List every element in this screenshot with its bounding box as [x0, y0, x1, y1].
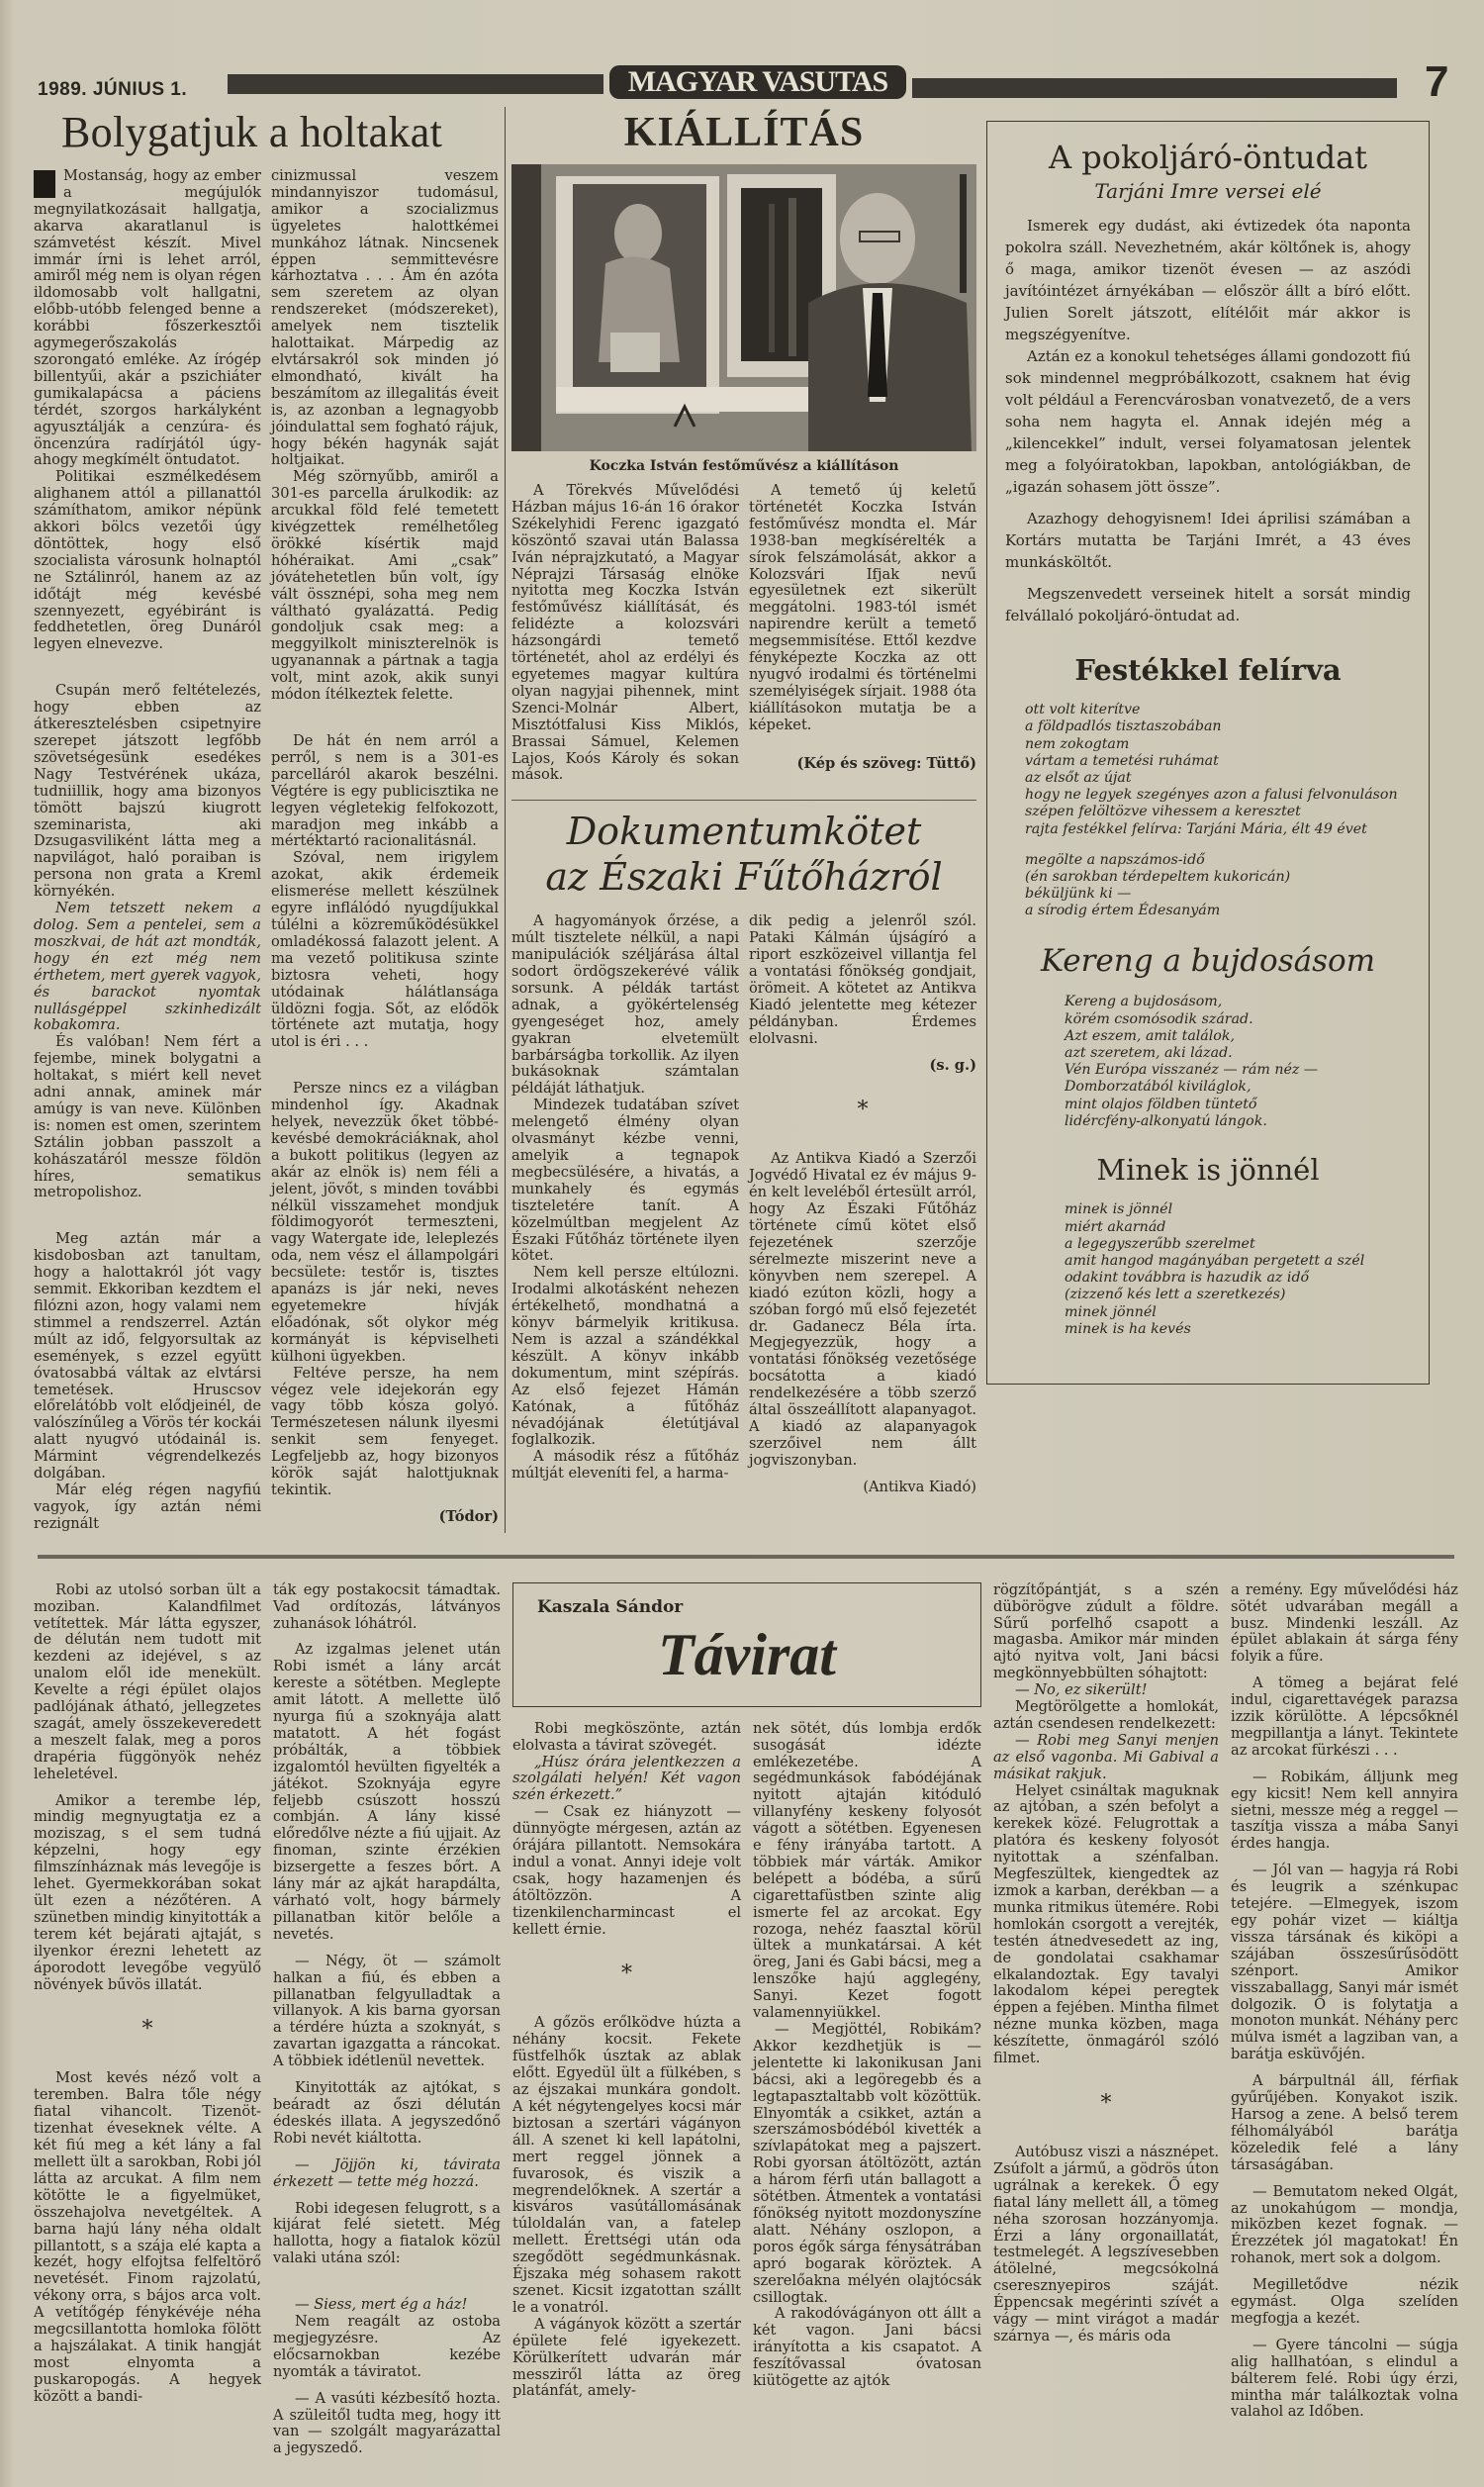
- paragraph: Mindezek tudatában szívet melengető élmény olyan olvasmányt kézbe venni, amelyik a tegnapok megbecsülésére, a hivatás, a munkahely és egymás tiszteletére tanít. A közelmúltban megjelent Az Északi Fűtőház története ilyen kötet.: [511, 1097, 739, 1265]
- top-section: [0, 107, 1484, 1533]
- paragraph: De hát én nem arról a perről, s nem is a 301-es parcelláról akarok beszélni. Végtére is egy publicisztika ne legyen végletekig felfokozott, maradjon meg inkább a mértéktartó racionalitásnál.: [271, 732, 499, 850]
- paragraph: Meg aztán már a kisdobosban azt tanultam, hogy a halottakról jót vagy semmit. Ekkoriban kezdtem el filózni azon, hogy valami nem stimmel a rendszerrel. Aztán múlt az idő, felgyorsultak az események, s ezzel együtt óvatosabbá váltak az elvtársi temetések. Hruscsov előrelátóbb volt elődjeinél, de valószínűleg a Vörös tér kockái alatt nyugvó utódainál is. Mármint végrendelkezés dolgában.: [34, 1230, 261, 1483]
- paragraph: Robi az utolsó sorban ült a moziban. Kalandfilmet vetítettek. Már látta egyszer, de délután nem tudott mit kezdeni az idejével, s az unalom elől ide menekült. Kevelte a régi épület olajos padlójának átható, jellegzetes szagát, amely összekeveredett a meszelt falak, meg a poros drapéria függönyök nehéz leheletével.: [34, 1580, 261, 1782]
- column-divider: [505, 107, 506, 1533]
- article-column-kiallitas-2-wrap: [749, 483, 976, 784]
- poem-stanza: [1065, 994, 1411, 1130]
- paragraph: Az izgalmas jelenet után Robi ismét a lány arcát kereste a sötétben. Meglepte amit látott. A mellette ülő nyurga fiú a szoknyája alatt matatott. A hét fogást próbálták, a többiek izgalomtól hevülten figyelték a játékot. Szoknyája egyre feljebb csúszott hosszú combján. A lány kissé előredőlve nézte a fiú ujjait. Az finoman, szinte érzékien bizsergette a feszes bőrt. A lány már az ajkát harapdálta, várható volt, hogy bármely pillanatban kitör belőle a nevetés.: [273, 1641, 501, 1943]
- title-line-2: az Északi Fűtőházról: [545, 855, 943, 900]
- story-column-5: [993, 1582, 1219, 2345]
- signature-antikva: (Antikva Kiadó): [863, 1478, 976, 1495]
- paragraph: A temető új keletű történetét Koczka István festőművész mondta el. Már 1938-ban megkísérelték a sírok felszámolását, akkor a Kolozsvári Ifjak nevű egyesületnek ezt sikerült meggátolni. 1983-tól ismét napirendre került a temető megsemmisítése. Ettől kezdve fényképezte Koczka az ott nyugvó irodalmi és történelmi személyiségek sírjait. 1988 óta kiállításokon mutatja be a képeket.: [749, 482, 976, 733]
- poem-line: rajta festékkel felírva: Tarjáni Mária, élt 49 évet: [1025, 820, 1367, 837]
- paragraph: ták egy postakocsit támadtak. Vad ordítozás, látványos zuhanások lóhátról.: [273, 1580, 501, 1632]
- article-column-bolygatjuk-1: [34, 168, 261, 1533]
- paragraph: A bárpultnál áll, férfiak gyűrűjében. Konyakot iszik. Harsog a zene. A belső terem félhomályából barátja közeledik felé a lány társaságában.: [1231, 2072, 1458, 2173]
- poem-stanza: [1025, 702, 1411, 838]
- poem-line: mint olajos földben tüntető: [1065, 1096, 1257, 1112]
- poetry-box: [986, 121, 1430, 1385]
- paragraph: Politikai eszmélkedésem alighanem attól a pillanattól számíthatom, amikor népünk akkori bölcs vezetői úgy döntöttek, hogy első szocialista városunk holnaptól ne Sztálinról, hanem az az időtájt még kevésbé szennyezett, egyébiránt is feddhetetlen, öreg Dunáról legyen elnevezve.: [34, 468, 261, 653]
- poem-line: béküljünk ki —: [1025, 886, 1132, 903]
- header-rule-left: [228, 74, 603, 94]
- paragraph: Nem tetszett nekem a dolog. Sem a pentelei, sem a moszkvai, de hát azt mondták, hogy én ezt még nem érthetem, mert gyerek vagyok, és barackot nyomtak nullásgéppel szkinhedizált kobakomra.: [34, 900, 261, 1034]
- poem: [1005, 1152, 1411, 1338]
- paragraph: És valóban! Nem fért a fejembe, minek bolygatni a holtakat, s miért kell nevet adni annak, aminek már amúgy is van neve. Különben is: nomen est omen, szerintem Sztálin jobban passzolt a kohászatáról messze földön híres, sematikus metropolishoz.: [34, 1033, 261, 1201]
- poem-line: azt szeretem, aki lázad.: [1065, 1045, 1233, 1062]
- paragraph: — Négy, öt — számolt halkan a fiú, és ebben a pillanatban felgyulladtak a villanyok. A kis barna gyorsan a térdére húzta a szoknyát, s zavartan igazgatta a ráncokat. A többiek idétlenül nevettek.: [273, 1952, 501, 2070]
- paragraph: — Gyere táncolni — súgja alig hallhatóan, s elindul a bálterem felé. Robi úgy érzi, mintha már találkoztak volna valahol az Időben.: [1231, 2336, 1458, 2421]
- article-body-pokoljaro: [1005, 215, 1411, 626]
- poem: [1005, 942, 1411, 1130]
- poem-line: ott volt kiterítve: [1025, 702, 1141, 718]
- poem-line: miért akarnád: [1065, 1218, 1166, 1235]
- paragraph: Az Antikva Kiadó a Szerzői Jogvédő Hivatal ez év május 9-én kelt leveléből értesült arról, hogy Az Északi Fűtőház története című kötet első fejezetének szerzője sérelmezte miszerint neve a könyvben nem szerepel. A kiadó ezúton közli, hogy a szóban forgó mű első fejezetét dr. Gadanecz Béla írta. Megjegyezzük, hogy a vontatási főnökség vezetősége bocsátotta a kiadó rendelkezésére a több szerző által összeállított alapanyagot. A kiadó az alapanyagok szerzőivel nem állt jogviszonyban.: [749, 1150, 976, 1469]
- poem-stanza: [1065, 1201, 1411, 1338]
- article-columns-bolygatjuk: [34, 168, 499, 1533]
- article-column-dokumentum-1: [511, 913, 739, 1495]
- paragraph: — Jól van — hagyja rá Robi és leugrik a szénkupac tetejére. —Elmegyek, iszom egy pohár vizet — kiáltja vissza társának és kiköpi a szájában összesűrűsödött szénport. Amikor visszaballagg, Sanyi már ismét dolgozik. Ő is folytatja a monoton munkát. Néhány perc múlva ismét a lagziban van, a barátja esküvőjén.: [1231, 1862, 1458, 2063]
- story-column-2: [273, 1582, 501, 2458]
- paragraph: Még szörnyűbb, amiről a 301-es parcella árulkodik: az arcukkal föld felé temetett kivégzettek remélhetőleg örökké kísértik majd hóhéraikat. Ami „csak” jóvátehetetlen bűn volt, így vált össznépi, soha meg nem váltható gyalázattá. Pedig gondoljuk csak meg: a meggyilkolt miniszterelnök is ugyanannak a pártnak a tagja volt, mint azok, akik sunyi módon ítélkeztek felette.: [271, 468, 499, 704]
- poem-line: szépen felöltözve vihessem a keresztet: [1025, 804, 1301, 820]
- article-column-dokumentum-2-wrap: [749, 913, 976, 1495]
- poem-line: a sírodig értem Édesanyám: [1025, 903, 1221, 919]
- tavirat-title-box: [512, 1582, 981, 1707]
- paragraph: — Siess, mert ég a ház!: [295, 2296, 468, 2314]
- paragraph: Megtörölgette a homlokát, aztán csendesen rendelkezett:: [993, 1698, 1219, 1732]
- title-line-1: Dokumentumkötet: [566, 810, 922, 854]
- paragraph: Aztán ez a konokul tehetséges állami gondozott fiú sok mindennel megpróbálkozott, csaknem hat évig volt például a Ferencvárosban vonatvezető, de a vers soha nem hagyta el. Annak idején még a „kilencekkel” indult, versei folyamatosan jelentek meg a folyóiratokban, lapokban, antológiákban, de „igazán sohasem jött össze”.: [1005, 347, 1411, 496]
- poem-line: hogy ne legyek szegényes azon a falusi felvonuláson: [1025, 787, 1398, 804]
- paragraph: Mostanság, hogy az ember a megújulók megnyilatkozásait hallgatja, akarva akaratlanul is számvetést készít. Mivel immár írni is lehet arról, amiről még nem is olyan régen ildomosabb volt hallgatni, előbb-utóbb felenged benne a korábbi főszerkesztői agymegerőszakolás szorongató emléke. Az írógép billentyűi, akár a pszichiáter gumikalapácsa a páciens térdét, szorgos harkályként agyusztálják a cenzúra- és öncenzúra radírjától úgy-ahogy megkímélt öntudatot.: [34, 167, 261, 469]
- poem-title: Kereng a bujdosásom: [1040, 942, 1376, 979]
- middle-articles: [511, 107, 976, 1496]
- separator-asterisk: *: [857, 1098, 869, 1123]
- poem-line: vártam a temetési ruhámat: [1025, 752, 1219, 769]
- paragraph: Robi megköszönte, aztán elolvasta a távirat szövegét.: [512, 1719, 741, 1754]
- paragraph: A gőzös erőlködve húzta a néhány kocsit. Fekete füstfelhők úsztak az ablak előtt. Egyedül ült a fülkében, s az éjszakai munkára gondolt. A két négytengelyes kocsi már biztosan a szertári vágányon áll. A szenet ki kell lapátolni, mert reggel jönnek a fuvarosok, és viszik a megrendelőknek. A szertár a kisváros vasútállomásának túloldalán van, a fatelep mellett. Érettségi után oda szegődött segédmunkásnak. Éjszaka még sohasem rakott szenet. Kicsit izgatottan szállt le a vonatról.: [512, 2014, 741, 2316]
- article-column-bolygatjuk-2-wrap: [271, 168, 499, 1533]
- paragraph: Nem reagált az ostoba megjegyzésre. Az előcsarnokban kezébe nyomták a táviratot.: [273, 2313, 501, 2380]
- signature-sg: (s. g.): [929, 1056, 976, 1074]
- separator-asterisk: *: [1100, 2090, 1112, 2116]
- article-title-tavirat: Távirat: [658, 1621, 836, 1687]
- paragraph: nek sötét, dús lombja erdők susogását idézte emlékezetébe. A segédmunkások fabódéjának nyitott ajtaján kitóduló villanyfény keskeny folyosót vágott a sötétben. Egyenesen e fény irányába tartott. A többiek már várták. Amikor belépett a bódéba, a sűrű cigarettafüstben szinte alig ismerte fel az arcokat. Egy rozoga, nehéz faasztal körül ültek a munkatársai. A két öreg, Jani és Gabi bácsi, meg a lenszőke hajú agglegény, Sanyi. Kezet fogott valamennyiükkel.: [753, 1719, 981, 2022]
- paragraph: Megilletődve nézik egymást. Olga szelíden megfogja a kezét.: [1231, 2276, 1458, 2327]
- paragraph: Kinyitották az ajtókat, s beáradt az őszi délután édeskés illata. A jegyszedőnő Robi nevét kiáltotta.: [273, 2079, 501, 2147]
- poem-line: Domborzatából kiviláglok,: [1065, 1079, 1252, 1096]
- article-subtitle: Tarjáni Imre versei elé: [1094, 179, 1322, 203]
- poem-line: amit hangod magányában pergetett a szél: [1065, 1252, 1365, 1269]
- header-rule-right: [912, 78, 1397, 98]
- paragraph: a remény. Egy művelődési ház sötét udvarában megáll a busz. Mindenki leszáll. Az épület ablakain át sárga fény folyik a fűre.: [1231, 1580, 1458, 1666]
- article-columns-dokumentum: [511, 913, 976, 1495]
- poem-line: nem zokogtam: [1025, 735, 1130, 752]
- article-title-pokoljaro: A pokoljáró-öntudat: [1048, 139, 1368, 176]
- paragraph: Feltéve persze, ha nem végez vele idejekorán egy vagy több kósza golyó. Természetesen nálunk ilyesmi senkit sem fenyeget. Legfeljebb az, hogy bizonyos körök saját halottjuknak tekintik.: [271, 1364, 499, 1498]
- paragraph: — Megjöttél, Robikám? Akkor kezdhetjük is — jelentette ki lakonikusan Jani bácsi, aki a legöregebb és a legtapasztaltabb volt közöttük. Elnyomták a csikket, aztán a szerszámosbódéból kivették a szívlapátokat meg a pajszert. Robi gyorsan átöltözött, aztán a három férfi után ballagott a sötétben. Átmentek a vontatási főnökség nyitott mozdonyszíne alatt. Néhány oszlopon, a poros égők sárga fénysátrában apró bogarak köröztek. A szerelőakna mélyén olajtócsák csillogtak.: [753, 2021, 981, 2306]
- paragraph: cinizmussal veszem mindannyiszor tudomásul, amikor a szocializmus ügyeletes halottkémei munkához látnak. Nincsenek éppen semmittevésre kárhoztatva . . . Ám én azóta sem szeretem az olyan rendszereket (módszereket), amelyek nem tisztelik halottaikat. Márpedig az elvtársakról sok minden jó elmondható, kivált ha beszámítom az illegalitás éveit is, az azonban a legnagyobb jóindulattal sem fogható rájuk, hogy békén hagynák saját holtjaikat.: [271, 167, 499, 469]
- poem-line: (zizzenő kés lett a szeretkezés): [1065, 1287, 1286, 1303]
- tavirat-middle-columns: [512, 1721, 981, 2401]
- tavirat-section: [0, 1582, 1484, 2458]
- paragraph: A rakodóvágányon ott állt a két vagon. Jani bácsi irányította a kis csapatot. A feszítővassal óvatosan kiütögette az ajtók: [753, 2305, 981, 2390]
- photo-illustration: [511, 164, 976, 451]
- paragraph: „Húsz órára jelentkezzen a szolgálati helyén! Két vagon szén érkezett.”: [512, 1753, 741, 1804]
- article-title-bolygatjuk: Bolygatjuk a holtakat: [61, 108, 443, 156]
- section-rule: [511, 800, 976, 801]
- story-column-3: [512, 1721, 741, 2401]
- paragraph: Megszenvedett verseinek hitelt a sorsát mindig felvállaló pokoljáró-öntudat ad.: [1005, 585, 1411, 624]
- signature-tutto: (Kép és szöveg: Tüttő): [796, 754, 976, 772]
- issue-date: 1989. JÚNIUS 1.: [38, 79, 188, 100]
- paragraph: Csupán merő feltételezés, hogy ebben az átkeresztelésben csipetnyire szerepet játszott legfőbb szövetségesünk esedékes Nagy Testvérének ukáza, tudniillik, hogy ama bizonyos tömött bajszú kiugrott szeminarista, aki Dzsugasviliként látta meg a napvilágot, haló poraiban is persona non grata a Kreml környékén.: [34, 682, 261, 901]
- story-column-6: [1231, 1582, 1458, 2422]
- photo-caption: Koczka István festőművész a kiállításon: [589, 458, 899, 474]
- article-column-dokumentum-3: [749, 1151, 976, 1469]
- paragraph: A tömeg a bejárat felé indul, cigarettavégek parazsa izzik körülötte. A lépcsőknél megpillantja a lányt. Tekintete az arcokat fürkészi . . .: [1231, 1674, 1458, 1759]
- poem-line: Azt eszem, amit találok,: [1065, 1027, 1235, 1044]
- signature-todor: (Tódor): [438, 1507, 499, 1525]
- poem-line: (én sarokban térdepeltem kukoricán): [1025, 869, 1291, 886]
- poem-title: Festékkel felírva: [1074, 653, 1342, 687]
- poem-line: a legegyszerűbb szerelmet: [1065, 1235, 1255, 1252]
- paragraph: Persze nincs ez a világban mindenhol így. Akadnak helyek, nevezzük őket többé-kevésbé demokráciáknak, ahol a bukott politikus (legyen az akár az elnök is) nem féli a jelent, jövőt, s minden további nélkül visszamehet mondjuk földimogyorót termeszteni, vagy Watergate ide, leleplezés oda, nem vész el állampolgári becsülete: testőr is, tisztes apanázs is jár neki, neves egyetemekre hívják előadónak, sőt olykor még kormányát is képviselheti külhoni ügyekben.: [271, 1080, 499, 1365]
- paragraph: rögzítőpántját, s a szén dübörögve zúdult a földre. Sűrű porfelhő csapott a magasba. Amikor már minden ajtó nyitva volt, Jani bácsi megkönnyebbülten sóhajtott:: [993, 1580, 1219, 1682]
- poem-line: Vén Európa visszanéz — rám néz —: [1065, 1062, 1319, 1079]
- paragraph: — A vasúti kézbesítő hozta. A szüleitől tudta meg, hogy itt van — szolgált magyarázattal a jegyszedő.: [273, 2389, 501, 2457]
- poem-line: odakint továbbra is hazudik az idő: [1065, 1270, 1310, 1287]
- article-title-dokumentum: [511, 809, 976, 900]
- author-name: Kaszala Sándor: [537, 1596, 684, 1617]
- poem-line: megölte a napszámos-idő: [1025, 851, 1205, 868]
- paragraph: A vágányok között a szertár épülete felé igyekezett. Körülkerített udvarán már messziről látta az öreg platánfát, amely-: [512, 2315, 741, 2400]
- poem-line: Kereng a bujdosásom,: [1065, 994, 1223, 1010]
- paragraph: Most kevés néző volt a teremben. Balra tőle négy fiatal vihancolt. Tizenöt-tizenhat éveseknek vélte. A két fiú meg a két lány a fal mellett ült a sarokban, Robi jól látta az arcukat. A film nem kötötte le a figyelmüket, összehajolva nevetgéltek. A barna hajú lány néha oldalt pillantott, s a szája elé kapta a kezét, hogy elfojtsa felfeltörő nevetését. Finom rajzolatú, vékony orra, s bájos arca volt. A vetítőgép fénykévéje néha megcsillantotta homloka fölött a hajszálakat. A tinik hangját most elnyomta a puskaropogás. A hegyek között a bandi-: [34, 2069, 261, 2405]
- poem-line: az elsőt az újat: [1025, 770, 1132, 787]
- article-columns-kiallitas: [511, 483, 976, 784]
- article-column-bolygatjuk-2: [271, 168, 499, 1499]
- paragraph: Nem kell persze eltúlozni. Irodalmi alkotásként nehezen értékelhető, mondhatná a könyv bármelyik kritikusa. Nem is azzal a szándékkal készült. A könyv inkább dokumentum, mint szépírás. Az első fejezet Hámán Katónak, a fűtőház névadójának életútjával foglalkozik.: [511, 1264, 739, 1449]
- paragraph: Szóval, nem irigylem azokat, akik érdemeik elismerése mellett készülnek egyre inflálódó nyugdíjukkal túlélni a közreműködésükkel omladékossá falazott jelent. A ma vezető politikusa szinte biztosra veheti, hogy utódainak hálátlansága üldözni fogja. Sőt, az elődök története azt mutatja, hogy utol is éri . . .: [271, 849, 499, 1051]
- poem-line: körém csomósodik szárad.: [1065, 1010, 1253, 1027]
- poem-title: Minek is jönnél: [1096, 1153, 1320, 1188]
- paragraph: Autóbusz viszi a násznépet. Zsúfolt a jármű, a gödrös úton ugrálnak a kerekek. Ő egy fiatal lány mellett áll, a tömeg néha szorosan hozzányomja. Érzi a lány orgonaillatát, testmelegét. A legszívesebben átölelné, megcsókolná cseresznyepiros száját. Éppencsak megérinti szívét a vágy — mint virágot a madár szárnya —, és máris oda: [993, 2143, 1219, 2344]
- page-header: [0, 0, 1484, 107]
- page-number: 7: [1425, 57, 1449, 106]
- tavirat-middle: [512, 1582, 981, 2401]
- paragraph: dik pedig a jelenről szól. Pataki Kálmán újságíró a riport eszközeivel villantja fel a vontatási főnökség gondjait, örömeit. A kötetet az Antikva Kiadó jelentette meg kétezer példányban. Érdemes elolvasni.: [749, 912, 976, 1047]
- paragraph: A második rész a fűtőház múltját eleveníti fel, a harma-: [511, 1448, 739, 1483]
- paragraph: — No, ez sikerült!: [1015, 1681, 1148, 1699]
- paragraph: — Robi meg Sanyi menjen az első vagonba. Mi Gabival a másikat rakjuk.: [993, 1731, 1219, 1782]
- paragraph: — Bemutatom neked Olgát, az unokahúgom — mondja, miközben kezet fognak. — Érezzétek jól magatokat! Én rohanok, mert sok a dolgom.: [1231, 2182, 1458, 2267]
- poem-line: minek jönnél: [1065, 1303, 1157, 1320]
- article-column-kiallitas-2: [749, 483, 976, 734]
- article-column-kiallitas-1: [511, 483, 739, 784]
- paragraph: Amikor a terembe lép, mindig megnyugtatja ez a moziszag, s el sem tudná képzelni, hogy egy filmszínháznak más levegője is lehet. Gyermekkorában sokat ült ezen a nézőtéren. A szünetben mindig kinyitották a terem két bejárati ajtaját, s ilyenkor érezni lehetett az áporodott levegőbe vegyülő növények bűvös illatát.: [34, 1791, 261, 1993]
- poem-line: a földpadlós tisztaszobában: [1025, 718, 1222, 735]
- drop-cap-block: [34, 170, 55, 198]
- paragraph: Már elég régen nagyfiú vagyok, így aztán némi rezignált: [34, 1481, 261, 1532]
- article-title-kiallitas: KIÁLLÍTÁS: [623, 110, 865, 155]
- exhibition-photo: [511, 164, 976, 451]
- paragraph: — Jöjjön ki, távirata érkezett — tette még hozzá.: [273, 2155, 501, 2190]
- poems-container: [1005, 652, 1411, 1338]
- paragraph: Robi idegesen felugrott, s a kijárat felé sietett. Még hallotta, hogy a fiatalok közül valaki utána szól:: [273, 2199, 501, 2267]
- horizontal-rule: [38, 1555, 1454, 1559]
- paragraph: A hagyományok őrzése, a múlt tisztelete nélkül, a napi manipulációk széljárása által sodort ördögszekerévé válik sorsunk. A példák tartást adnak, a gyökértelenség gyengeséget hoz, amely gyakran elvetemült barbárságba torkollik. Az ilyen bukásoknak számtalan példáját láthatjuk.: [511, 912, 739, 1098]
- poem-line: lidércfény-alkonyatú lángok.: [1065, 1112, 1267, 1129]
- paragraph: — Robikám, álljunk meg egy kicsit! Nem kell annyira sietni, messze még a reggel — taszítja vissza a mába Sanyi érdes hangja.: [1231, 1768, 1458, 1853]
- poem-stanza: [1025, 852, 1411, 920]
- separator-asterisk: *: [621, 1961, 632, 1987]
- poem-line: minek is ha kevés: [1065, 1320, 1191, 1337]
- masthead: MAGYAR VASUTAS: [609, 65, 906, 99]
- paragraph: Helyet csináltak maguknak az ajtóban, a szén befolyt a kerekek közé. Felugrottak a platóra és keskeny folyosót nyitottak a szénfalban. Megfeszültek, kiengedtek az izmok a karban, derékban — a munka ritmikus ütemére. Robi homlokán csorgott a verejték, testén átnedvesedett az ing, de gondolatai csakhamar elkalandoztak. Egy tavalyi lakodalom képei peregtek éppen a fejében. Mintha filmet nézne munka közben, maga készítette, önmagáról szóló filmet.: [993, 1781, 1219, 2067]
- paragraph: — Csak ez hiányzott — dünnyögte mérgesen, aztán az órájára pillantott. Nemsokára indul a vonat. Annyi ideje volt csak, hogy hazamenjen és átöltözzön. A tizenkilencharmincast el kellett érnie.: [512, 1803, 741, 1938]
- poem-line: minek is jönnél: [1065, 1201, 1173, 1218]
- paragraph: Ismerek egy dudást, aki évtizedek óta naponta pokolra száll. Nevezhetném, akár költőnek is, ahogy ő maga, amikor tizenöt évesen — az aszódi javítóintézet árnyékában — először állt a bíró előtt. Julien Sorelt játszott, elítélőit már akkor is megszégyenítve.: [1005, 217, 1411, 343]
- paragraph: A Törekvés Művelődési Házban május 16-án 16 órakor Székelyhidi Ferenc igazgató köszöntő szavai után Balassa Iván néprajzkutató, a Magyar Néprajzi Társaság elnöke nyitotta meg Koczka István festőművész kiállítását, és felidézte a kolozsvári házsongárdi temető történetét, ahol az erdélyi és egyetemes magyar kultúra olyan nagyjai pihennek, mint Szenci-Molnár Albert, Misztótfalusi Kiss Miklós, Brassai Sámuel, Kelemen Lajos, Koós Károly és sokan mások.: [511, 482, 739, 784]
- poem: [1005, 652, 1411, 920]
- article-bolygatjuk: [34, 107, 499, 1533]
- story-column-1: [34, 1582, 261, 2406]
- separator-asterisk: *: [141, 2017, 153, 2043]
- paragraph: Azazhogy dehogyisnem! Idei áprilisi számában a Kortárs mutatta be Tarjáni Imrét, a 43 éves munkásköltőt.: [1005, 510, 1411, 571]
- article-column-dokumentum-2: [749, 913, 976, 1047]
- story-column-4: [753, 1721, 981, 2401]
